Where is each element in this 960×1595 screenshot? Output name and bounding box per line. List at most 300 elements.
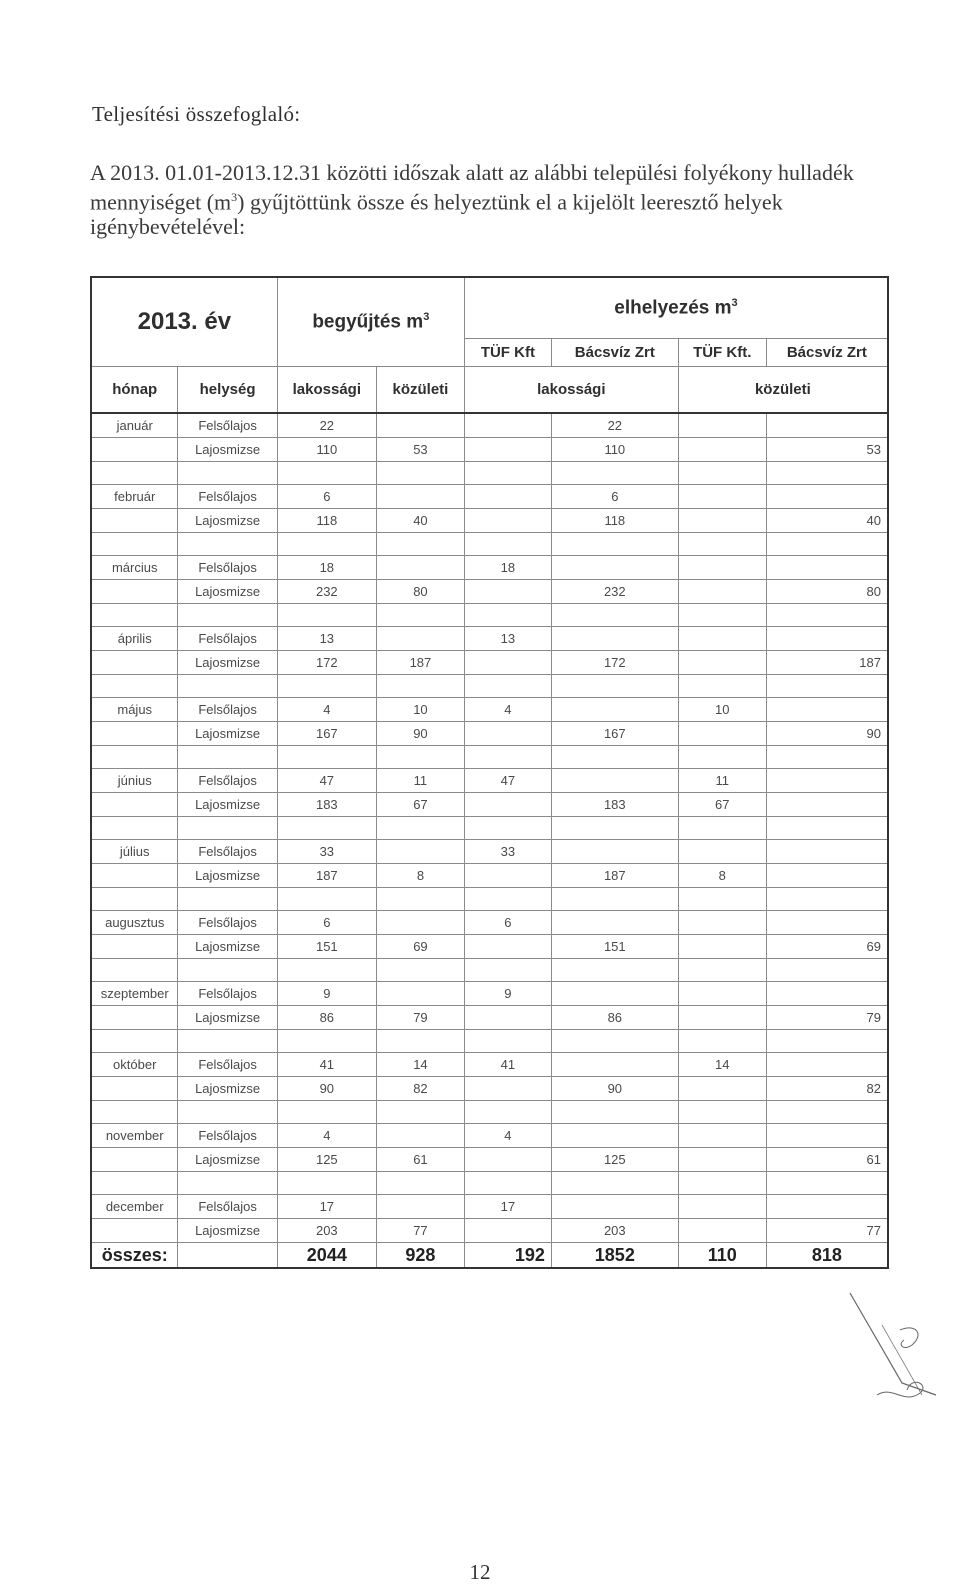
residential-cell: 17	[277, 1195, 376, 1219]
placement-header	[464, 277, 888, 339]
spacer-cell	[551, 959, 678, 982]
bacsviz-public-cell	[766, 982, 888, 1006]
bacsviz-residential-cell	[551, 698, 678, 722]
bacsviz-public-cell: 53	[766, 438, 888, 462]
spacer-cell	[376, 1101, 464, 1124]
spacer-cell	[376, 675, 464, 698]
table-row	[91, 580, 888, 604]
spacer-cell	[178, 675, 277, 698]
spacer-cell	[464, 888, 551, 911]
place-cell: Felsőlajos	[178, 1053, 277, 1077]
place-cell: Felsőlajos	[178, 1195, 277, 1219]
month-cell	[91, 1219, 178, 1243]
spacer-cell	[277, 675, 376, 698]
spacer-cell	[551, 462, 678, 485]
place-cell: Lajosmizse	[178, 509, 277, 533]
spacer-row	[91, 1172, 888, 1195]
column-header-residential-placement: lakossági	[464, 367, 678, 414]
bacsviz-residential-cell: 110	[551, 438, 678, 462]
public-cell: 90	[376, 722, 464, 746]
place-cell: Lajosmizse	[178, 722, 277, 746]
tuf-residential-cell: 4	[464, 698, 551, 722]
spacer-cell	[678, 675, 766, 698]
spacer-row	[91, 604, 888, 627]
spacer-cell	[178, 817, 277, 840]
spacer-cell	[766, 462, 888, 485]
place-cell: Lajosmizse	[178, 580, 277, 604]
tuf-public-cell	[678, 982, 766, 1006]
spacer-cell	[277, 959, 376, 982]
spacer-cell	[678, 888, 766, 911]
spacer-cell	[551, 604, 678, 627]
residential-cell: 203	[277, 1219, 376, 1243]
spacer-row	[91, 462, 888, 485]
spacer-cell	[178, 959, 277, 982]
table-row	[91, 556, 888, 580]
tuf-public-cell	[678, 1195, 766, 1219]
place-cell: Lajosmizse	[178, 1219, 277, 1243]
month-cell: július	[91, 840, 178, 864]
page-number: 12	[469, 1560, 491, 1584]
bacsviz-public-cell	[766, 864, 888, 888]
month-cell: október	[91, 1053, 178, 1077]
residential-cell: 187	[277, 864, 376, 888]
spacer-cell	[277, 1101, 376, 1124]
public-cell	[376, 556, 464, 580]
spacer-cell	[766, 888, 888, 911]
tuf-public-cell	[678, 1219, 766, 1243]
residential-cell: 167	[277, 722, 376, 746]
tuf-public-cell	[678, 580, 766, 604]
residential-cell: 47	[277, 769, 376, 793]
bacsviz-public-cell: 82	[766, 1077, 888, 1101]
tuf-residential-cell	[464, 864, 551, 888]
spacer-cell	[91, 746, 178, 769]
spacer-cell	[91, 604, 178, 627]
residential-cell: 110	[277, 438, 376, 462]
public-cell: 82	[376, 1077, 464, 1101]
placement-header-label: elhelyezés m	[614, 297, 732, 319]
bacsviz-public-cell: 187	[766, 651, 888, 675]
residential-cell: 125	[277, 1148, 376, 1172]
public-cell: 69	[376, 935, 464, 959]
table-row	[91, 935, 888, 959]
spacer-cell	[551, 1030, 678, 1053]
residential-cell: 18	[277, 556, 376, 580]
public-cell: 8	[376, 864, 464, 888]
company-tuf-public: TÜF Kft.	[678, 339, 766, 367]
bacsviz-residential-cell: 167	[551, 722, 678, 746]
spacer-cell	[277, 888, 376, 911]
bacsviz-residential-cell	[551, 1195, 678, 1219]
month-cell: február	[91, 485, 178, 509]
place-cell: Lajosmizse	[178, 1148, 277, 1172]
table-row	[91, 769, 888, 793]
collection-unit-sup: 3	[423, 310, 430, 323]
tuf-public-cell	[678, 485, 766, 509]
placement-unit-sup: 3	[731, 296, 738, 309]
month-cell	[91, 1006, 178, 1030]
month-cell: augusztus	[91, 911, 178, 935]
table-row	[91, 911, 888, 935]
table-row	[91, 1124, 888, 1148]
tuf-public-cell	[678, 935, 766, 959]
bacsviz-public-cell	[766, 793, 888, 817]
total-public: 928	[376, 1243, 464, 1269]
bacsviz-residential-cell	[551, 982, 678, 1006]
place-cell: Felsőlajos	[178, 413, 277, 438]
month-cell	[91, 722, 178, 746]
tuf-residential-cell	[464, 1219, 551, 1243]
column-header-place: helység	[178, 367, 277, 414]
spacer-cell	[464, 533, 551, 556]
spacer-cell	[91, 462, 178, 485]
spacer-row	[91, 888, 888, 911]
residential-cell: 9	[277, 982, 376, 1006]
bacsviz-public-cell	[766, 1053, 888, 1077]
tuf-residential-cell	[464, 1006, 551, 1030]
bacsviz-residential-cell: 90	[551, 1077, 678, 1101]
bacsviz-residential-cell: 172	[551, 651, 678, 675]
spacer-cell	[766, 1101, 888, 1124]
spacer-cell	[678, 533, 766, 556]
spacer-cell	[551, 675, 678, 698]
spacer-row	[91, 746, 888, 769]
spacer-cell	[376, 604, 464, 627]
tuf-residential-cell	[464, 485, 551, 509]
table-row	[91, 698, 888, 722]
spacer-cell	[277, 817, 376, 840]
tuf-public-cell	[678, 1124, 766, 1148]
public-cell: 80	[376, 580, 464, 604]
company-bacsviz-residential: Bácsvíz Zrt	[551, 339, 678, 367]
bacsviz-public-cell	[766, 769, 888, 793]
tuf-residential-cell	[464, 1077, 551, 1101]
place-cell: Felsőlajos	[178, 698, 277, 722]
spacer-cell	[678, 959, 766, 982]
spacer-cell	[178, 604, 277, 627]
spacer-cell	[678, 1101, 766, 1124]
spacer-cell	[464, 1101, 551, 1124]
tuf-public-cell	[678, 1077, 766, 1101]
spacer-cell	[91, 888, 178, 911]
bacsviz-public-cell: 79	[766, 1006, 888, 1030]
spacer-cell	[376, 888, 464, 911]
place-cell: Felsőlajos	[178, 769, 277, 793]
tuf-public-cell: 14	[678, 1053, 766, 1077]
intro-paragraph	[90, 160, 890, 239]
bacsviz-public-cell	[766, 413, 888, 438]
spacer-cell	[551, 746, 678, 769]
spacer-cell	[766, 604, 888, 627]
public-cell: 53	[376, 438, 464, 462]
tuf-public-cell	[678, 1006, 766, 1030]
tuf-public-cell	[678, 509, 766, 533]
tuf-residential-cell: 13	[464, 627, 551, 651]
month-cell: március	[91, 556, 178, 580]
public-cell	[376, 1195, 464, 1219]
spacer-cell	[91, 533, 178, 556]
tuf-residential-cell: 18	[464, 556, 551, 580]
spacer-row	[91, 817, 888, 840]
place-cell: Lajosmizse	[178, 1077, 277, 1101]
column-header-public-placement: közületi	[678, 367, 888, 414]
residential-cell: 13	[277, 627, 376, 651]
column-header-residential: lakossági	[277, 367, 376, 414]
spacer-cell	[376, 462, 464, 485]
intro-text-part1: A 2013. 01.01-2013.12.31 közötti időszak alatt az alábbi települési folyékony hulladék mennyiséget (m	[90, 160, 854, 215]
collection-header	[277, 277, 464, 367]
public-cell: 187	[376, 651, 464, 675]
place-cell: Felsőlajos	[178, 556, 277, 580]
tuf-residential-cell	[464, 509, 551, 533]
spacer-cell	[376, 959, 464, 982]
month-cell: december	[91, 1195, 178, 1219]
spacer-cell	[277, 1030, 376, 1053]
tuf-public-cell	[678, 911, 766, 935]
tuf-public-cell	[678, 651, 766, 675]
spacer-cell	[678, 604, 766, 627]
bacsviz-public-cell: 69	[766, 935, 888, 959]
public-cell: 77	[376, 1219, 464, 1243]
spacer-cell	[766, 817, 888, 840]
bacsviz-public-cell: 90	[766, 722, 888, 746]
spacer-cell	[178, 462, 277, 485]
month-cell	[91, 580, 178, 604]
tuf-public-cell	[678, 413, 766, 438]
bacsviz-public-cell	[766, 840, 888, 864]
month-cell: november	[91, 1124, 178, 1148]
bacsviz-residential-cell	[551, 840, 678, 864]
bacsviz-residential-cell: 125	[551, 1148, 678, 1172]
spacer-cell	[551, 1172, 678, 1195]
bacsviz-public-cell	[766, 698, 888, 722]
bacsviz-public-cell	[766, 627, 888, 651]
month-cell: május	[91, 698, 178, 722]
spacer-cell	[766, 1030, 888, 1053]
bacsviz-residential-cell: 232	[551, 580, 678, 604]
tuf-public-cell	[678, 840, 766, 864]
table-row	[91, 1219, 888, 1243]
table-row	[91, 1195, 888, 1219]
spacer-cell	[376, 1030, 464, 1053]
public-cell	[376, 911, 464, 935]
public-cell	[376, 485, 464, 509]
spacer-cell	[91, 817, 178, 840]
residential-cell: 232	[277, 580, 376, 604]
column-header-month: hónap	[91, 367, 178, 414]
tuf-public-cell: 10	[678, 698, 766, 722]
residential-cell: 183	[277, 793, 376, 817]
spacer-cell	[277, 1172, 376, 1195]
table-row	[91, 627, 888, 651]
bacsviz-residential-cell: 151	[551, 935, 678, 959]
public-cell: 10	[376, 698, 464, 722]
table-row	[91, 438, 888, 462]
table-body	[91, 413, 888, 1243]
bacsviz-public-cell: 40	[766, 509, 888, 533]
spacer-cell	[178, 533, 277, 556]
spacer-cell	[178, 1172, 277, 1195]
bacsviz-residential-cell: 6	[551, 485, 678, 509]
company-tuf-residential: TÜF Kft	[464, 339, 551, 367]
spacer-cell	[766, 533, 888, 556]
intro-text-part2: ) gyűjtöttünk össze és helyeztünk el a kijelölt leeresztő helyek igénybevételével:	[90, 189, 783, 240]
public-cell	[376, 627, 464, 651]
tuf-public-cell	[678, 722, 766, 746]
tuf-residential-cell	[464, 722, 551, 746]
spacer-cell	[277, 533, 376, 556]
spacer-cell	[551, 1101, 678, 1124]
tuf-public-cell: 11	[678, 769, 766, 793]
total-residential: 2044	[277, 1243, 376, 1269]
place-cell: Felsőlajos	[178, 840, 277, 864]
spacer-cell	[551, 888, 678, 911]
residential-cell: 90	[277, 1077, 376, 1101]
spacer-cell	[464, 1030, 551, 1053]
month-cell	[91, 935, 178, 959]
waste-collection-table	[90, 276, 889, 1269]
table-row	[91, 840, 888, 864]
spacer-cell	[678, 746, 766, 769]
spacer-cell	[91, 1030, 178, 1053]
table-row	[91, 509, 888, 533]
bacsviz-residential-cell	[551, 1053, 678, 1077]
tuf-residential-cell: 41	[464, 1053, 551, 1077]
bacsviz-residential-cell	[551, 769, 678, 793]
spacer-cell	[277, 462, 376, 485]
residential-cell: 4	[277, 1124, 376, 1148]
public-cell	[376, 413, 464, 438]
spacer-cell	[464, 675, 551, 698]
tuf-residential-cell	[464, 580, 551, 604]
residential-cell: 86	[277, 1006, 376, 1030]
bacsviz-residential-cell	[551, 556, 678, 580]
place-cell: Felsőlajos	[178, 1124, 277, 1148]
bacsviz-public-cell	[766, 1124, 888, 1148]
tuf-residential-cell: 17	[464, 1195, 551, 1219]
year-header: 2013. év	[91, 277, 277, 367]
spacer-cell	[766, 1172, 888, 1195]
public-cell: 11	[376, 769, 464, 793]
tuf-residential-cell	[464, 413, 551, 438]
spacer-cell	[678, 462, 766, 485]
column-header-public: közületi	[376, 367, 464, 414]
tuf-public-cell	[678, 1148, 766, 1172]
spacer-cell	[178, 1030, 277, 1053]
place-cell: Felsőlajos	[178, 982, 277, 1006]
public-cell	[376, 982, 464, 1006]
place-cell: Felsőlajos	[178, 485, 277, 509]
bacsviz-residential-cell: 118	[551, 509, 678, 533]
spacer-cell	[766, 746, 888, 769]
bacsviz-residential-cell	[551, 1124, 678, 1148]
place-cell: Lajosmizse	[178, 651, 277, 675]
spacer-cell	[551, 533, 678, 556]
spacer-cell	[678, 1030, 766, 1053]
residential-cell: 41	[277, 1053, 376, 1077]
residential-cell: 4	[277, 698, 376, 722]
place-cell: Lajosmizse	[178, 1006, 277, 1030]
tuf-public-cell	[678, 627, 766, 651]
place-cell: Lajosmizse	[178, 438, 277, 462]
total-place-cell	[178, 1243, 277, 1269]
total-label: összes:	[91, 1243, 178, 1269]
month-cell	[91, 438, 178, 462]
table-row	[91, 1053, 888, 1077]
tuf-public-cell: 8	[678, 864, 766, 888]
month-cell	[91, 864, 178, 888]
table-row	[91, 485, 888, 509]
month-cell	[91, 793, 178, 817]
spacer-row	[91, 533, 888, 556]
month-cell	[91, 1148, 178, 1172]
month-cell	[91, 651, 178, 675]
document-heading: Teljesítési összefoglaló:	[92, 102, 301, 126]
month-cell: január	[91, 413, 178, 438]
month-cell	[91, 509, 178, 533]
spacer-cell	[178, 746, 277, 769]
bacsviz-residential-cell: 203	[551, 1219, 678, 1243]
intro-unit-superscript: 3	[231, 190, 238, 204]
total-tuf-public: 110	[678, 1243, 766, 1269]
public-cell: 14	[376, 1053, 464, 1077]
tuf-residential-cell	[464, 793, 551, 817]
residential-cell: 6	[277, 911, 376, 935]
residential-cell: 151	[277, 935, 376, 959]
bacsviz-public-cell: 61	[766, 1148, 888, 1172]
public-cell: 67	[376, 793, 464, 817]
spacer-cell	[464, 462, 551, 485]
month-cell: április	[91, 627, 178, 651]
spacer-cell	[91, 1172, 178, 1195]
spacer-cell	[376, 817, 464, 840]
table-row	[91, 722, 888, 746]
tuf-public-cell	[678, 556, 766, 580]
tuf-residential-cell: 9	[464, 982, 551, 1006]
tuf-residential-cell: 6	[464, 911, 551, 935]
spacer-cell	[551, 817, 678, 840]
table-row	[91, 651, 888, 675]
spacer-cell	[277, 746, 376, 769]
bacsviz-public-cell: 77	[766, 1219, 888, 1243]
bacsviz-public-cell	[766, 911, 888, 935]
tuf-public-cell: 67	[678, 793, 766, 817]
residential-cell: 172	[277, 651, 376, 675]
residential-cell: 118	[277, 509, 376, 533]
spacer-cell	[376, 533, 464, 556]
tuf-residential-cell	[464, 438, 551, 462]
public-cell: 79	[376, 1006, 464, 1030]
place-cell: Felsőlajos	[178, 627, 277, 651]
spacer-cell	[376, 746, 464, 769]
place-cell: Lajosmizse	[178, 935, 277, 959]
spacer-cell	[376, 1172, 464, 1195]
public-cell	[376, 840, 464, 864]
month-cell	[91, 1077, 178, 1101]
spacer-cell	[678, 1172, 766, 1195]
handwritten-signature	[842, 1285, 942, 1410]
tuf-residential-cell	[464, 651, 551, 675]
table-row	[91, 1006, 888, 1030]
month-cell: június	[91, 769, 178, 793]
place-cell: Lajosmizse	[178, 864, 277, 888]
bacsviz-residential-cell	[551, 627, 678, 651]
table-row	[91, 793, 888, 817]
bacsviz-public-cell	[766, 556, 888, 580]
residential-cell: 33	[277, 840, 376, 864]
bacsviz-public-cell	[766, 1195, 888, 1219]
